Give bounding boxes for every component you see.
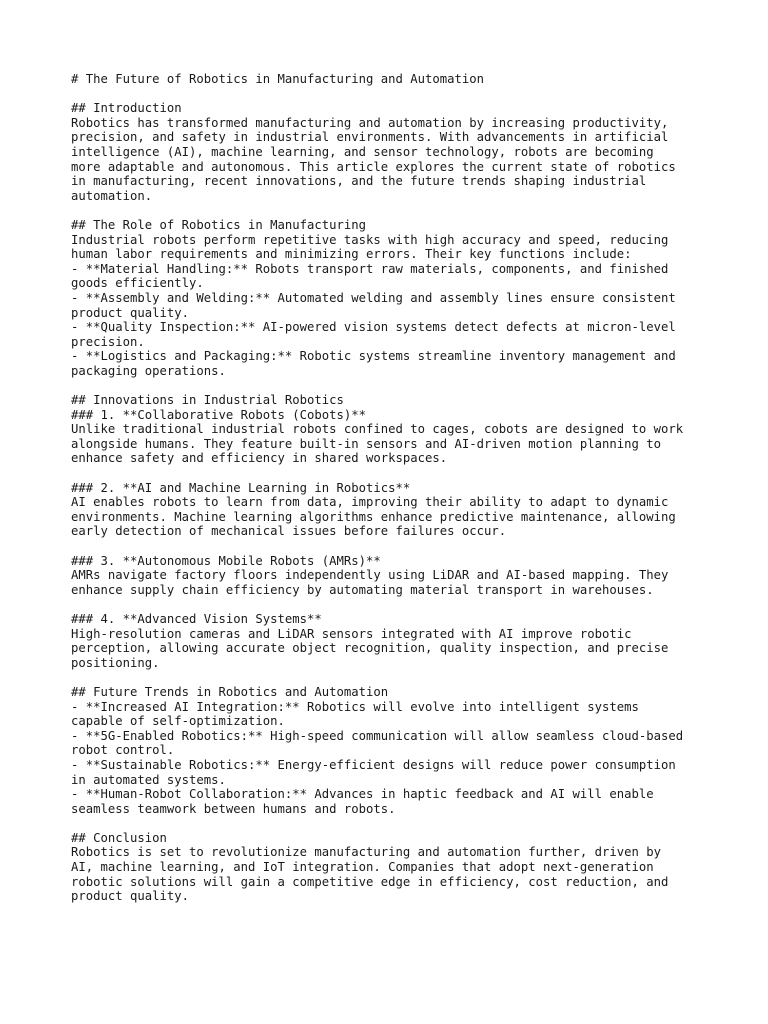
list-item: - **Sustainable Robotics:** Energy-efficient designs will reduce power consumption	[71, 757, 676, 772]
blank-line	[71, 816, 711, 831]
text-line: alongside humans. They feature built-in sensors and AI-driven motion planning to	[71, 436, 662, 451]
subsection-heading: ### 1. **Collaborative Robots (Cobots)**	[71, 407, 367, 422]
list-item: - **Material Handling:** Robots transport raw materials, components, and finished	[71, 261, 669, 276]
blank-line	[71, 539, 711, 554]
text-line: precision.	[71, 334, 145, 349]
text-line: AMRs navigate factory floors independently using LiDAR and AI-based mapping. They	[71, 568, 669, 583]
section-heading: ## Conclusion	[71, 830, 167, 845]
subsection-heading: ### 2. **AI and Machine Learning in Robotics**	[71, 480, 411, 495]
list-item: - **Logistics and Packaging:** Robotic systems streamline inventory management and	[71, 349, 676, 364]
text-line: Unlike traditional industrial robots confined to cages, cobots are designed to work	[71, 422, 684, 437]
text-line: environments. Machine learning algorithms enhance predictive maintenance, allowing	[71, 509, 676, 524]
blank-line	[71, 203, 711, 218]
text-line: AI enables robots to learn from data, improving their ability to adapt to dynamic	[71, 495, 669, 510]
blank-line	[71, 378, 711, 393]
section-heading: ## Innovations in Industrial Robotics	[71, 393, 344, 408]
text-line: more adaptable and autonomous. This article explores the current state of robotics	[71, 159, 676, 174]
text-line: human labor requirements and minimizing errors. Their key functions include:	[71, 247, 632, 262]
blank-line	[71, 466, 711, 481]
list-item: - **Human-Robot Collaboration:** Advances in haptic feedback and AI will enable	[71, 787, 654, 802]
text-line: robot control.	[71, 743, 175, 758]
blank-line	[71, 87, 711, 102]
text-line: goods efficiently.	[71, 276, 204, 291]
document-title: # The Future of Robotics in Manufacturing and Automation	[71, 72, 485, 86]
text-line: intelligence (AI), machine learning, and sensor technology, robots are becoming	[71, 144, 654, 159]
text-line: capable of self-optimization.	[71, 714, 285, 729]
text-line: product quality.	[71, 305, 190, 320]
section-heading: ## Introduction	[71, 101, 182, 116]
document-body	[71, 72, 711, 904]
text-line: early detection of mechanical issues before failures occur.	[71, 524, 507, 539]
list-item: - **Increased AI Integration:** Robotics will evolve into intelligent systems	[71, 699, 639, 714]
text-line: product quality.	[71, 889, 190, 904]
text-line: robotic solutions will gain a competitive edge in efficiency, cost reduction, and	[71, 874, 669, 889]
text-line: in manufacturing, recent innovations, and the future trends shaping industrial	[71, 174, 647, 189]
text-line: packaging operations.	[71, 363, 226, 378]
subsection-heading: ### 4. **Advanced Vision Systems**	[71, 611, 322, 626]
blank-line	[71, 597, 711, 612]
text-line: AI, machine learning, and IoT integration. Companies that adopt next-generation	[71, 860, 654, 875]
blank-line	[71, 670, 711, 685]
text-line: automation.	[71, 188, 153, 203]
text-line: Robotics has transformed manufacturing and automation by increasing productivity,	[71, 115, 669, 130]
text-line: in automated systems.	[71, 772, 226, 787]
list-item: - **5G-Enabled Robotics:** High-speed communication will allow seamless cloud-based	[71, 728, 684, 743]
text-line: enhance supply chain efficiency by automating material transport in warehouses.	[71, 582, 654, 597]
text-line: Industrial robots perform repetitive tasks with high accuracy and speed, reducing	[71, 232, 669, 247]
subsection-heading: ### 3. **Autonomous Mobile Robots (AMRs)**	[71, 553, 381, 568]
list-item: - **Assembly and Welding:** Automated welding and assembly lines ensure consistent	[71, 290, 676, 305]
text-line: positioning.	[71, 655, 160, 670]
text-line: High-resolution cameras and LiDAR sensors integrated with AI improve robotic	[71, 626, 632, 641]
text-line: precision, and safety in industrial environments. With advancements in artificial	[71, 130, 669, 145]
list-item: - **Quality Inspection:** AI-powered vision systems detect defects at micron-level	[71, 320, 676, 335]
text-line: perception, allowing accurate object recognition, quality inspection, and precise	[71, 641, 669, 656]
section-heading: ## Future Trends in Robotics and Automation	[71, 684, 389, 699]
section-heading: ## The Role of Robotics in Manufacturing	[71, 217, 367, 232]
text-line: enhance safety and efficiency in shared workspaces.	[71, 451, 448, 466]
text-line: seamless teamwork between humans and robots.	[71, 801, 396, 816]
text-line: Robotics is set to revolutionize manufacturing and automation further, driven by	[71, 845, 662, 860]
